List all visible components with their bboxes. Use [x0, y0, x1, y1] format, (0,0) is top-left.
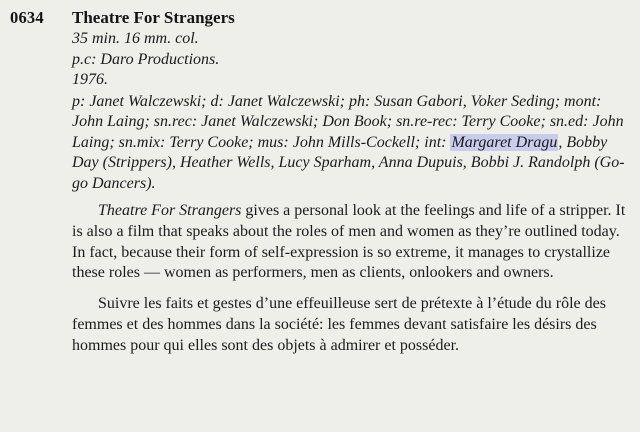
entry-body	[72, 29, 626, 357]
spec-line-production-company: p.c: Daro Productions.	[72, 50, 220, 68]
entry-number: 0634	[10, 8, 44, 27]
synopsis-film-title: Theatre For Strangers	[98, 202, 242, 219]
spec-line-year: 1976.	[72, 71, 108, 88]
credits-text-before-highlight: p: Janet Walczewski; d: Janet Walczewski; ph: Susan Gabori, Voker Seding; mont: John Laing; sn.rec: Janet Walczewski; Don Book; sn.re-rec: Terry Cooke; sn.ed: John Laing; sn.mix: Terry Cooke; mus: John Mills-Cockell; int:	[72, 92, 624, 151]
entry-header	[10, 8, 626, 28]
credits-text-after-highlight: , Bobby Day (Strippers), Heather Wells, Lucy Sparham, Anna Dupuis, Bobbi J. Randolph (Go-go Dancers).	[72, 133, 625, 192]
synopsis-english-text: gives a personal look at the feelings and life of a stripper. It is also a film that speaks about the roles of men and women as they’re outlined today. In fact, because their form of self-expression is so extreme, it manages to crystallize these roles — women as performers, men as clients, onlookers and owners.	[72, 202, 626, 282]
highlighted-name[interactable]: Margaret Dragu	[451, 133, 558, 151]
synopsis-paragraph-english	[72, 201, 626, 284]
synopsis-paragraph-french: Suivre les faits et gestes d’une effeuilleuse sert de prétexte à l’étude du rôle des femmes et des hommes dans la société: les femmes devant satisfaire les désirs des hommes pour qui elles sont des objets à admirer et posséder.	[72, 295, 606, 354]
spec-line-format: 35 min. 16 mm. col.	[72, 30, 199, 47]
catalogue-entry	[10, 8, 626, 357]
entry-title: Theatre For Strangers	[72, 8, 235, 27]
credits-block	[72, 92, 626, 195]
